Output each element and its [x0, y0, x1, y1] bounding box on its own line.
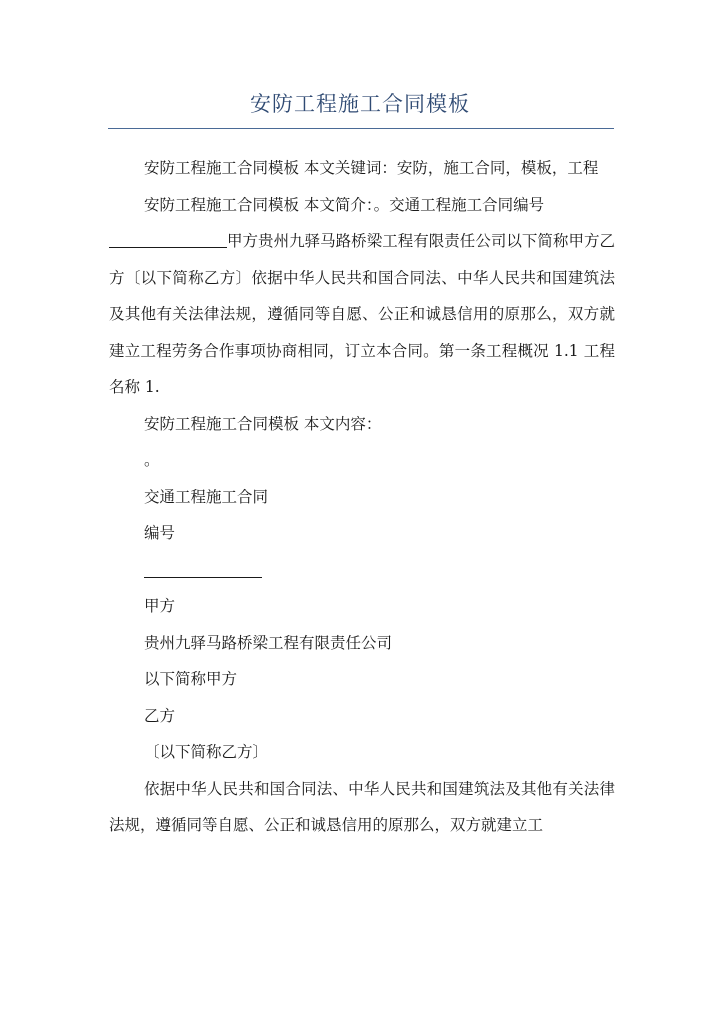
party-b-short: 〔以下简称乙方〕 — [144, 743, 269, 761]
party-a-name: 贵州九驿马路桥梁工程有限责任公司 — [144, 633, 393, 652]
dot-line: 。 — [144, 451, 160, 469]
content-label: 安防工程施工合同模板 本文内容： — [144, 414, 382, 433]
intro-continued-text: 甲方贵州九驿马路桥梁工程有限责任公司以下简称甲方乙方〔以下简称乙方〕依据中华人民共和国合同法、中华人民共和国建筑法及其他有关法律法规，遵循同等自愿、公正和诚恳信用的原那么，双方就建立工程劳务合作事项协商相同，订立本合同。第一条工程概况 1.1 工程名称 1. — [109, 232, 615, 396]
basis-paragraph: 依据中华人民共和国合同法、中华人民共和国建筑法及其他有关法律法规，遵循同等自愿、公正和诚恳信用的原那么，双方就建立工 — [109, 779, 615, 834]
intro-paragraph — [109, 187, 615, 406]
party-b-label: 乙方 — [144, 706, 176, 725]
number-blank — [109, 227, 227, 248]
title-underline — [108, 128, 614, 129]
document-body — [109, 150, 615, 844]
party-a-short: 以下简称甲方 — [144, 670, 238, 688]
keywords-paragraph: 安防工程施工合同模板 本文关键词：安防，施工合同，模板，工程 — [144, 159, 599, 177]
document-title: 安防工程施工合同模板 — [250, 92, 470, 116]
number-blank-line — [109, 552, 615, 589]
intro-text: 安防工程施工合同模板 本文简介：。交通工程施工合同编号 — [144, 195, 545, 214]
party-a-label: 甲方 — [144, 597, 176, 615]
number-label: 编号 — [144, 524, 176, 542]
number-underline — [144, 577, 262, 578]
contract-title: 交通工程施工合同 — [144, 487, 269, 506]
